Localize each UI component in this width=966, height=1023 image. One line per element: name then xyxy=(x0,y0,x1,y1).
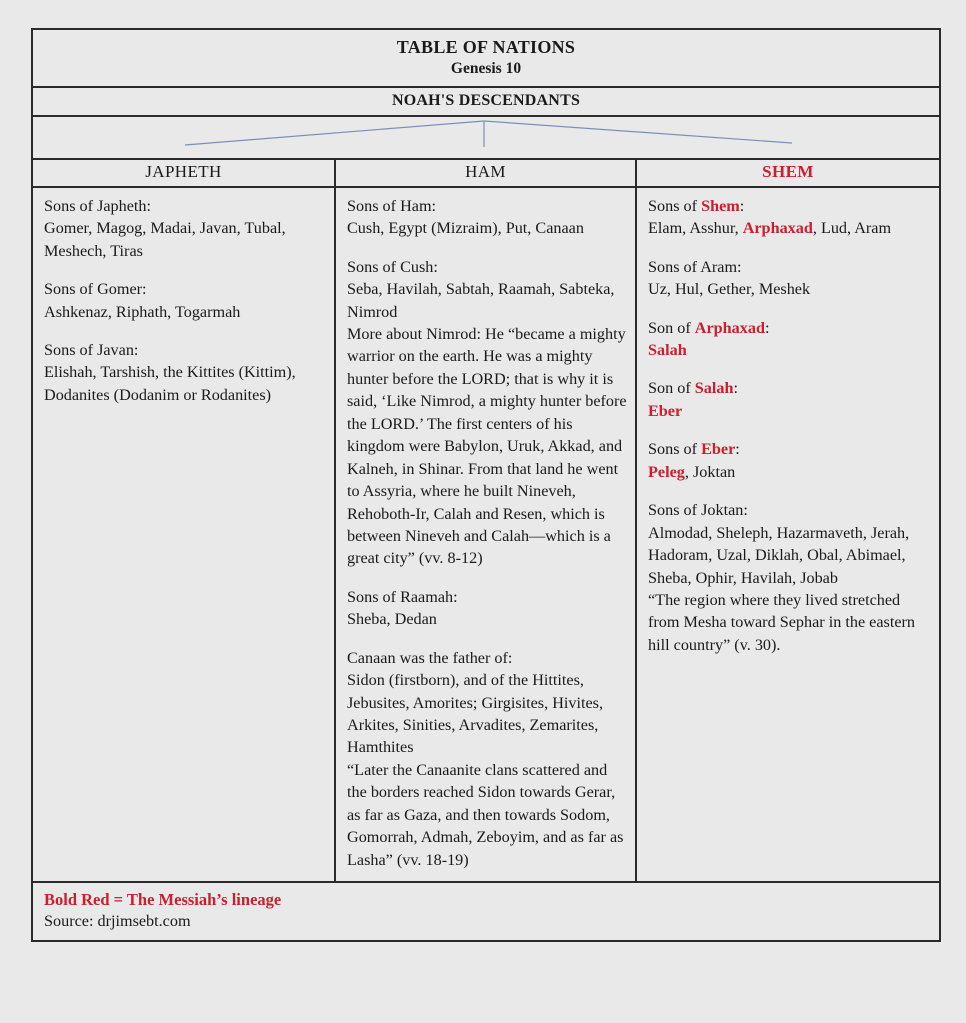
column-header-label-shem: SHEM xyxy=(762,161,814,181)
page-title: TABLE OF NATIONS xyxy=(396,37,576,57)
entry-body: Cush, Egypt (Mizraim), Put, Canaan xyxy=(347,219,584,238)
entry-body: Gomer, Magog, Madai, Javan, Tubal, Meshech, Tiras xyxy=(44,219,286,260)
lineage-connector-row xyxy=(33,117,939,160)
column-shem xyxy=(637,188,939,881)
entry-heading: Sons of Shem: xyxy=(648,196,745,215)
entry-quote: “Later the Canaanite clans scattered and the borders reached Sidon towards Gerar, as far as Gaza, and then towards Sodom, Gomorrah, Admah, Zeboyim, and as far as Lasha” (vv. 18-19) xyxy=(347,760,624,869)
entry-body xyxy=(648,339,931,361)
columns-body-row xyxy=(33,188,939,883)
footer-row xyxy=(33,883,939,940)
entry-heading: Son of Salah: xyxy=(648,379,738,398)
title-cell xyxy=(33,30,939,86)
title-row xyxy=(33,30,939,88)
entry-heading: Sons of Japheth: xyxy=(44,196,152,215)
entry-heading: Sons of Cush: xyxy=(347,257,438,276)
entry-body: Sidon (firstborn), and of the Hittites, Jebusites, Amorites; Girgisites, Hivites, Arkites, Sinities, Arvadites, Zemarites, Hamthites xyxy=(347,671,603,757)
column-body-shem xyxy=(637,188,939,666)
entry-block xyxy=(347,647,627,871)
lineage-name: Eber xyxy=(648,401,683,420)
entry-quote: More about Nimrod: He “became a mighty warrior on the earth. He was a mighty hunter before the LORD; that is why it is said, ‘Like Nimrod, a mighty hunter before the LORD.’ The first centers of his kingdom were Babylon, Uruk, Akkad, and Kalneh, in Shinar. From that land he went to Assyria, where he built Nineveh, Rehoboth-Ir, Calah and Resen, which is between Nineveh and Calah—which is a great city” (vv. 8-12) xyxy=(347,325,627,568)
entry-body: Seba, Havilah, Sabtah, Raamah, Sabteka, Nimrod xyxy=(347,280,615,321)
column-header-shem xyxy=(637,160,939,186)
table-of-nations xyxy=(31,28,941,942)
column-body-ham xyxy=(336,188,635,881)
subtitle-row xyxy=(33,88,939,117)
entry-block xyxy=(44,278,326,323)
column-header-ham xyxy=(336,160,637,186)
entry-heading: Sons of Ham: xyxy=(347,196,437,215)
lineage-name: Eber xyxy=(701,440,736,459)
entry-block xyxy=(648,438,931,483)
entry-block xyxy=(648,377,931,422)
column-header-japheth xyxy=(33,160,336,186)
entry-block xyxy=(44,339,326,406)
entry-block xyxy=(648,256,931,301)
column-ham xyxy=(336,188,637,881)
lineage-name: Salah xyxy=(694,379,734,398)
column-japheth xyxy=(33,188,336,881)
column-headers xyxy=(33,160,939,186)
columns-body xyxy=(33,188,939,881)
entry-block xyxy=(648,195,931,240)
entry-heading: Sons of Aram: xyxy=(648,257,742,276)
source-credit: Source: drjimsebt.com xyxy=(44,912,191,931)
entry-body: Peleg, Joktan xyxy=(648,462,736,481)
column-body-japheth xyxy=(33,188,334,417)
column-header-label-ham: HAM xyxy=(465,161,506,181)
entry-block xyxy=(648,317,931,362)
entry-block xyxy=(347,195,627,240)
lineage-name: Peleg xyxy=(648,462,685,481)
entry-heading: Sons of Raamah: xyxy=(347,587,458,606)
footer-cell xyxy=(33,883,939,940)
entry-heading: Sons of Javan: xyxy=(44,341,139,360)
entry-body xyxy=(648,400,931,422)
entry-quote: “The region where they lived stretched from Mesha toward Sephar in the eastern hill country” (v. 30). xyxy=(648,590,916,654)
entry-body: Elam, Asshur, Arphaxad, Lud, Aram xyxy=(648,219,892,238)
entry-body: Sheba, Dedan xyxy=(347,610,437,629)
entry-heading: Son of Arphaxad: xyxy=(648,318,770,337)
column-header-label-japheth: JAPHETH xyxy=(145,161,222,181)
entry-block xyxy=(648,499,931,656)
entry-heading: Sons of Eber: xyxy=(648,440,740,459)
lineage-name: Arphaxad xyxy=(742,219,813,238)
entry-heading: Canaan was the father of: xyxy=(347,648,513,667)
entry-body: Almodad, Sheleph, Hazarmaveth, Jerah, Hadoram, Uzal, Diklah, Obal, Abimael, Sheba, Ophir, Havilah, Jobab xyxy=(648,523,910,587)
entry-body: Uz, Hul, Gether, Meshek xyxy=(648,280,811,299)
entry-block xyxy=(347,586,627,631)
entry-block xyxy=(44,195,326,262)
legend-bold-red: Bold Red = The Messiah’s lineage xyxy=(44,890,282,910)
branching-connector-diagram xyxy=(33,117,935,156)
lineage-name: Arphaxad xyxy=(694,318,765,337)
entry-body: Ashkenaz, Riphath, Togarmah xyxy=(44,302,241,321)
entry-heading: Sons of Gomer: xyxy=(44,280,147,299)
lineage-name: Shem xyxy=(701,196,740,215)
subtitle-noahs-descendants: NOAH'S DESCENDANTS xyxy=(391,91,581,109)
entry-body: Elishah, Tarshish, the Kittites (Kittim), Dodanites (Dodanim or Rodanites) xyxy=(44,363,296,404)
lineage-name: Salah xyxy=(648,341,687,360)
column-headers-row xyxy=(33,160,939,188)
entry-block xyxy=(347,256,627,570)
entry-heading: Sons of Joktan: xyxy=(648,501,748,520)
page-subtitle-reference: Genesis 10 xyxy=(450,60,522,78)
